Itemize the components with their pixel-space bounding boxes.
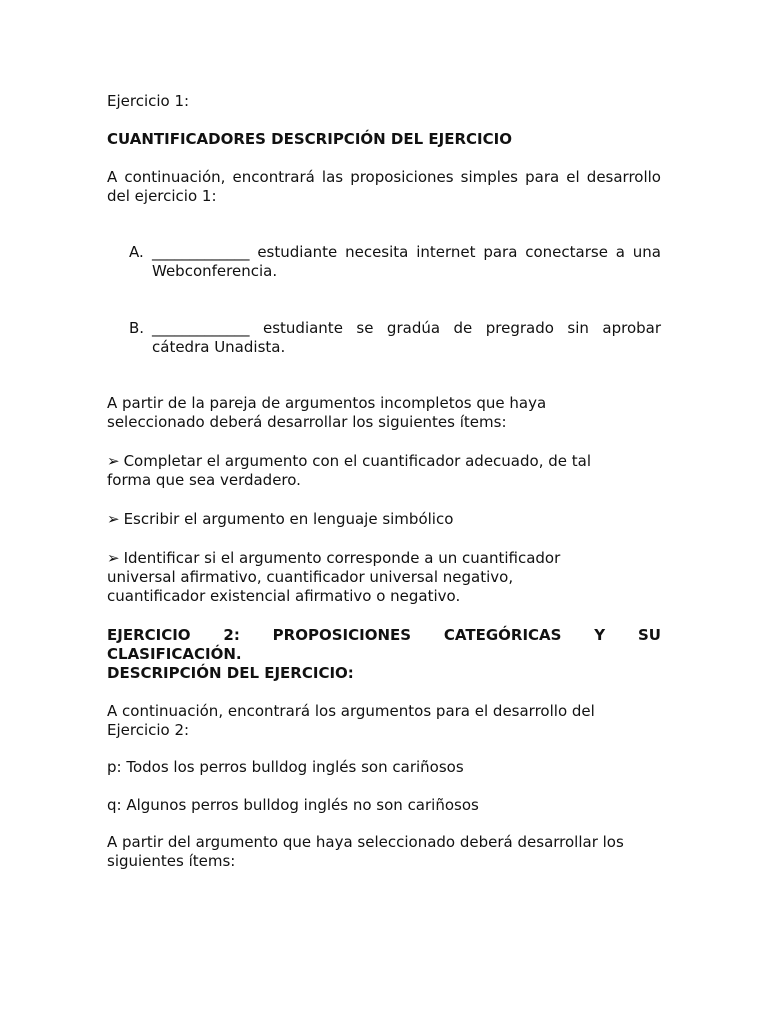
exercise2-closing-line2: siguientes ítems: — [107, 852, 236, 870]
bullet-2-line1: Escribir el argumento en lenguaje simbólico — [123, 510, 454, 528]
exercise1-intro: A continuación, encontrará las proposiciones simples para el desarrollo del ejercicio 1: — [107, 168, 661, 205]
exercise1-instructions-line1: A partir de la pareja de argumentos incompletos que haya — [107, 394, 547, 412]
exercise2-subtitle: DESCRIPCIÓN DEL EJERCICIO: — [107, 664, 354, 682]
arrow-bullet-icon: ➢ — [107, 510, 120, 528]
exercise1-heading: Ejercicio 1: — [107, 92, 190, 110]
arrow-bullet-icon: ➢ — [107, 549, 120, 567]
list-marker-b: B. — [129, 319, 145, 337]
bullet-1-line1: Completar el argumento con el cuantificador adecuado, de tal — [123, 452, 591, 470]
list-marker-a: A. — [129, 243, 144, 261]
list-item-a — [129, 243, 661, 283]
exercise2-intro-line1: A continuación, encontrará los argumentos para el desarrollo del — [107, 702, 595, 720]
proposition-q: q: Algunos perros bulldog inglés no son cariñosos — [107, 796, 479, 814]
bullet-3-line2: universal afirmativo, cuantificador universal negativo, — [107, 568, 514, 586]
bullet-3-line3: cuantificador existencial afirmativo o negativo. — [107, 587, 461, 605]
bullet-item-2 — [107, 510, 661, 529]
bullet-item-1 — [107, 452, 661, 471]
exercise1-instructions-line2: seleccionado deberá desarrollar los siguientes ítems: — [107, 413, 507, 431]
arrow-bullet-icon: ➢ — [107, 452, 120, 470]
bullet-item-3 — [107, 549, 661, 568]
list-text-a: _____________ estudiante necesita internet para conectarse a una Webconferencia. — [152, 243, 661, 280]
bullet-3-line1: Identificar si el argumento corresponde a un cuantificador — [123, 549, 561, 567]
bullet-1-line2: forma que sea verdadero. — [107, 471, 301, 489]
exercise1-title: CUANTIFICADORES DESCRIPCIÓN DEL EJERCICIO — [107, 130, 512, 148]
exercise2-intro-line2: Ejercicio 2: — [107, 721, 190, 739]
exercise2-closing-line1: A partir del argumento que haya seleccionado deberá desarrollar los — [107, 833, 624, 851]
exercise2-title: EJERCICIO 2: PROPOSICIONES CATEGÓRICAS Y SU CLASIFICACIÓN. — [107, 626, 661, 663]
list-text-b: _____________ estudiante se gradúa de pregrado sin aprobar cátedra Unadista. — [152, 319, 661, 356]
proposition-p: p: Todos los perros bulldog inglés son cariñosos — [107, 758, 464, 776]
list-item-b — [129, 319, 661, 359]
